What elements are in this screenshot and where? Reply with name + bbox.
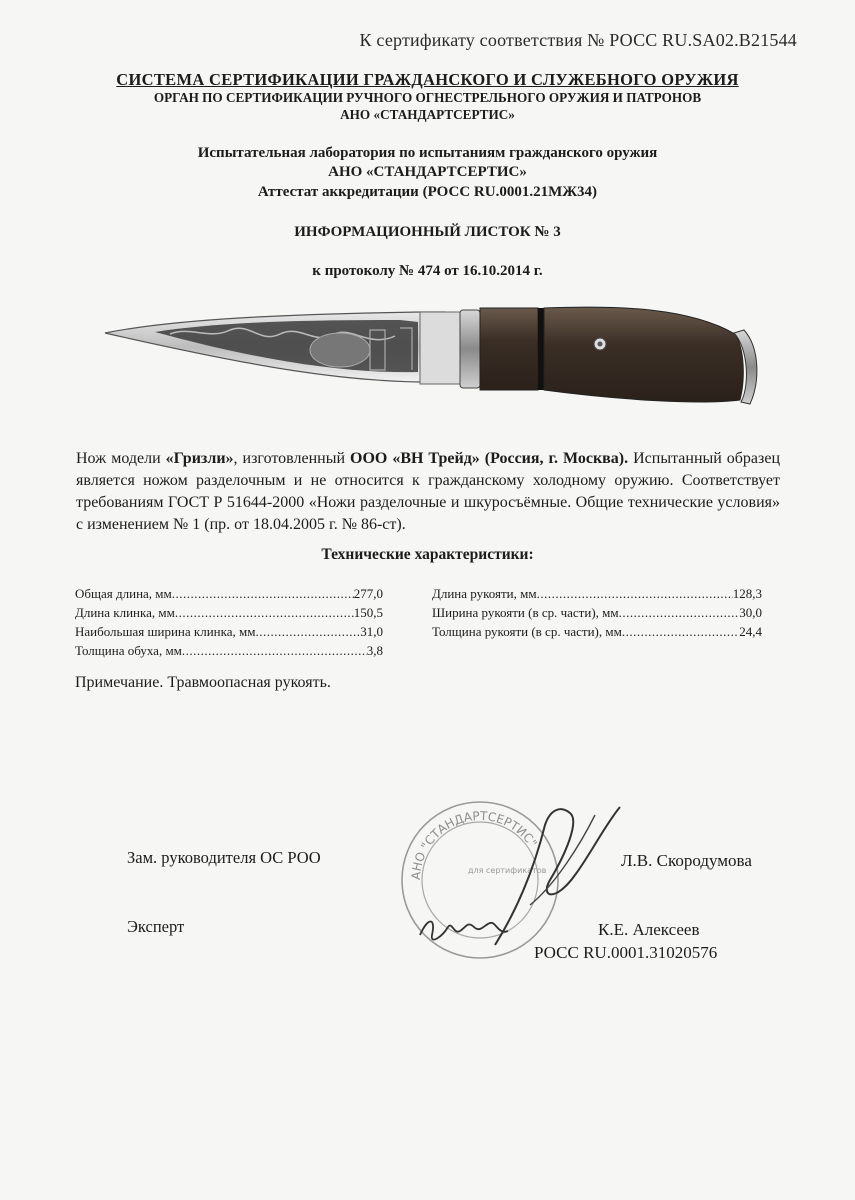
- leader-dots: [255, 622, 360, 641]
- lab-organization: АНО «СТАНДАРТСЕРТИС»: [328, 164, 527, 180]
- leader-dots: [622, 622, 739, 641]
- spec-row: [432, 603, 762, 622]
- spec-row: [75, 603, 383, 622]
- specs-right-column: [432, 584, 762, 641]
- spec-label: Толщина обуха, мм: [75, 643, 182, 658]
- spec-label: Общая длина, мм: [75, 586, 172, 601]
- expert-signature: [420, 922, 508, 940]
- leader-dots: [182, 641, 367, 660]
- certification-organ: ОРГАН ПО СЕРТИФИКАЦИИ РУЧНОГО ОГНЕСТРЕЛЬНОГО ОРУЖИЯ И ПАТРОНОВ: [153, 90, 702, 105]
- description-intro: Нож модели: [76, 450, 166, 467]
- expert-name: К.Е. Алексеев: [598, 920, 700, 939]
- spec-row: [75, 622, 383, 641]
- description-body: Испытанный образец является ножом разделочным и не относится к гражданскому холодному оружию. Соответствует требованиям ГОСТ Р 51644-2000 «Ножи разделочные и шкуросъёмные. Общие технические условия» с изменением № 1 (пр. от 18.04.2005 г. № 86-ст).: [76, 450, 781, 533]
- spec-label: Ширина рукояти (в ср. части), мм: [432, 605, 619, 620]
- stamp-text: АНО "СТАНДАРТСЕРТИС": [408, 808, 540, 881]
- certificate-reference: К сертификату соответствия № РОСС RU.SA02.B21544: [359, 30, 797, 50]
- spec-value: 30,0: [739, 605, 762, 620]
- spec-label: Наибольшая ширина клинка, мм: [75, 624, 256, 639]
- spec-value: 31,0: [360, 624, 383, 639]
- knife-photo: [100, 300, 760, 425]
- lab-accreditation: Аттестат аккредитации (РОСС RU.0001.21МЖ34): [257, 184, 598, 200]
- spec-value: 128,3: [732, 586, 762, 601]
- lab-name: Испытательная лаборатория по испытаниям гражданского оружия: [197, 145, 658, 161]
- spec-row: [432, 622, 762, 641]
- spec-label: Толщина рукояти (в ср. части), мм: [432, 624, 622, 639]
- system-title: СИСТЕМА СЕРТИФИКАЦИИ ГРАЖДАНСКОГО И СЛУЖЕБНОГО ОРУЖИЯ: [116, 70, 739, 89]
- deputy-title: Зам. руководителя ОС РОО: [127, 848, 321, 867]
- expert-title: Эксперт: [127, 917, 185, 936]
- description-made-by: , изготовленный: [233, 450, 350, 467]
- spec-row: [75, 584, 383, 603]
- product-description: [76, 448, 780, 536]
- note: Примечание. Травмоопасная рукоять.: [75, 674, 331, 691]
- spec-row: [432, 584, 762, 603]
- spec-row: [75, 641, 383, 660]
- spec-value: 3,8: [366, 643, 383, 658]
- specs-left-column: [75, 584, 383, 660]
- protocol-reference: к протоколу № 474 от 16.10.2014 г.: [312, 263, 543, 279]
- deputy-name: Л.В. Скородумова: [621, 851, 752, 870]
- info-sheet-title: ИНФОРМАЦИОННЫЙ ЛИСТОК № 3: [294, 224, 561, 240]
- expert-certificate: РОСС RU.0001.31020576: [534, 943, 718, 962]
- specs-title: Технические характеристики:: [321, 546, 534, 563]
- leader-dots: [619, 603, 740, 622]
- manufacturer: ООО «ВН Трейд» (Россия, г. Москва).: [350, 450, 629, 467]
- spec-value: 24,4: [739, 624, 762, 639]
- stamp-inner-text: для сертификатов: [468, 866, 547, 875]
- spec-label: Длина клинка, мм: [75, 605, 175, 620]
- spec-value: 277,0: [353, 586, 383, 601]
- leader-dots: [172, 584, 354, 603]
- spec-value: 150,5: [353, 605, 383, 620]
- knife-model: «Гризли»: [165, 450, 234, 467]
- leader-dots: [175, 603, 354, 622]
- organization-name: АНО «СТАНДАРТСЕРТИС»: [340, 107, 515, 122]
- spec-label: Длина рукояти, мм: [432, 586, 537, 601]
- leader-dots: [537, 584, 733, 603]
